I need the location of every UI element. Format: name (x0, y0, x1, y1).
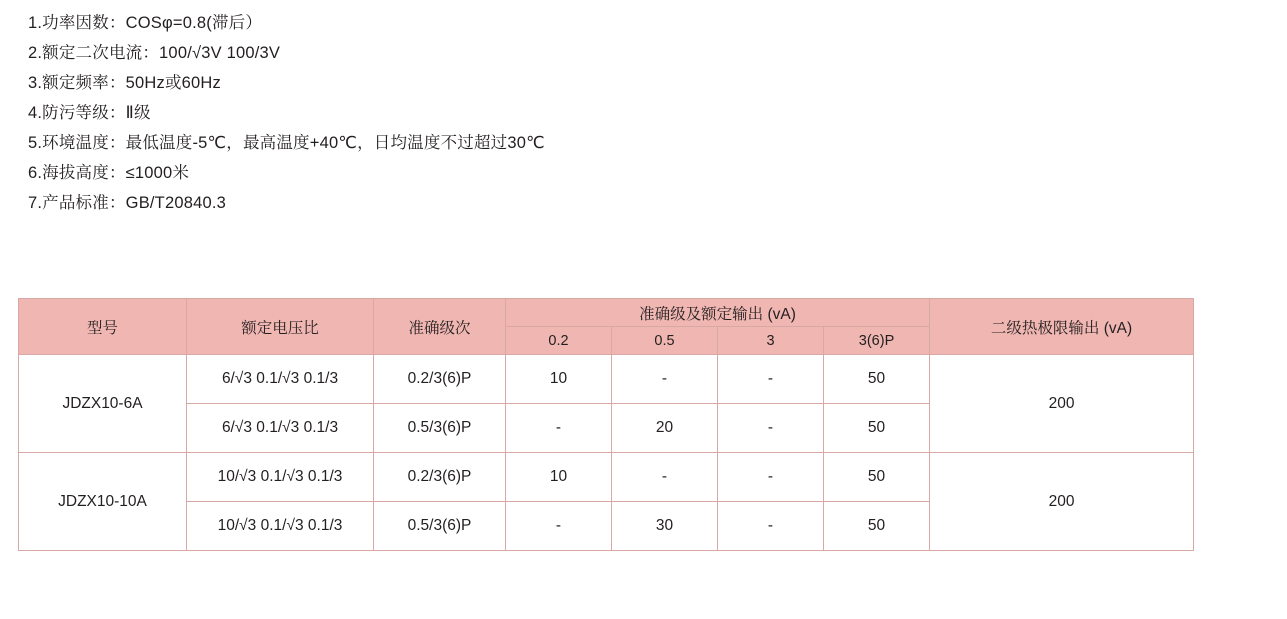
cell-output-3-6-p: 50 (824, 404, 930, 453)
cell-accuracy: 0.5/3(6)P (374, 502, 506, 551)
cell-output-0-2: - (506, 502, 612, 551)
cell-output-0-2: 10 (506, 453, 612, 502)
cell-model: JDZX10-6A (19, 355, 187, 453)
spec-item-4: 4.防污等级：Ⅱ级 (28, 104, 151, 122)
cell-ratio: 10/√3 0.1/√3 0.1/3 (187, 502, 374, 551)
header-class-0-2: 0.2 (506, 327, 612, 355)
header-ratio: 额定电压比 (187, 299, 374, 355)
header-accuracy: 准确级次 (374, 299, 506, 355)
cell-output-0-5: - (612, 355, 718, 404)
table-row (19, 453, 1194, 502)
cell-ratio: 10/√3 0.1/√3 0.1/3 (187, 453, 374, 502)
cell-output-0-2: 10 (506, 355, 612, 404)
header-class-3: 3 (718, 327, 824, 355)
spec-table-wrapper (18, 298, 1193, 551)
cell-ratio: 6/√3 0.1/√3 0.1/3 (187, 404, 374, 453)
cell-output-3-6-p: 50 (824, 502, 930, 551)
cell-output-0-5: 30 (612, 502, 718, 551)
specification-list (28, 8, 1028, 218)
cell-accuracy: 0.2/3(6)P (374, 453, 506, 502)
cell-thermal-limit: 200 (930, 453, 1194, 551)
spec-item-1: 1.功率因数：COSφ=0.8(滞后） (28, 14, 263, 32)
spec-item-5: 5.环境温度：最低温度-5℃，最高温度+40℃，日均温度不过超过30℃ (28, 134, 545, 152)
cell-output-0-2: - (506, 404, 612, 453)
cell-output-3: - (718, 355, 824, 404)
spec-item-6: 6.海拔高度：≤1000米 (28, 164, 190, 182)
cell-model: JDZX10-10A (19, 453, 187, 551)
cell-output-3: - (718, 502, 824, 551)
cell-output-3-6-p: 50 (824, 453, 930, 502)
header-thermal-limit: 二级热极限输出 (vA) (930, 299, 1194, 355)
spec-item-7: 7.产品标准：GB/T20840.3 (28, 194, 227, 212)
header-class-0-5: 0.5 (612, 327, 718, 355)
spec-item-3: 3.额定频率：50Hz或60Hz (28, 74, 221, 92)
cell-ratio: 6/√3 0.1/√3 0.1/3 (187, 355, 374, 404)
header-group-output: 准确级及额定输出 (vA) (506, 299, 930, 327)
cell-output-3: - (718, 453, 824, 502)
cell-accuracy: 0.2/3(6)P (374, 355, 506, 404)
specification-table (18, 298, 1194, 551)
table-row (19, 355, 1194, 404)
header-class-3-6-p: 3(6)P (824, 327, 930, 355)
cell-output-0-5: - (612, 453, 718, 502)
cell-output-3-6-p: 50 (824, 355, 930, 404)
cell-thermal-limit: 200 (930, 355, 1194, 453)
spec-item-2: 2.额定二次电流：100/√3V 100/3V (28, 44, 281, 62)
cell-output-0-5: 20 (612, 404, 718, 453)
cell-output-3: - (718, 404, 824, 453)
header-model: 型号 (19, 299, 187, 355)
table-header-row-1 (19, 299, 1194, 327)
cell-accuracy: 0.5/3(6)P (374, 404, 506, 453)
